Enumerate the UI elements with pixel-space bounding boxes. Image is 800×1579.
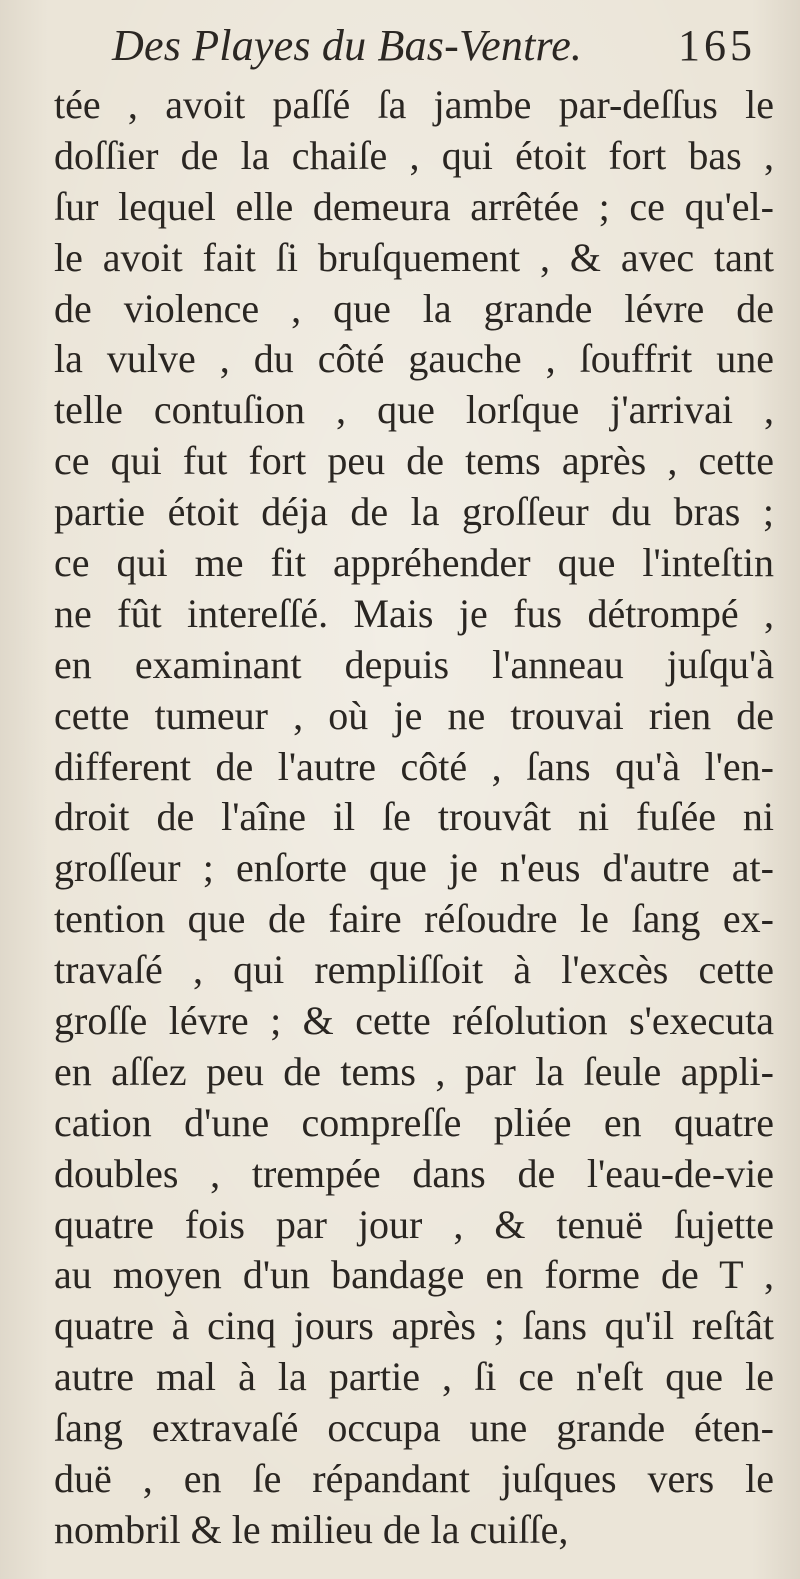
text-line: quatre à cinq jours après ; ſans qu'il reſtât [54,1303,774,1349]
text-line: ſur lequel elle demeura arrêtée ; ce qu'el- [54,183,774,229]
text-line: quatre fois par jour , & tenuë ſujette [54,1201,774,1247]
body-text [54,80,774,1556]
running-head-title: Des Playes du Bas-Ventre. [112,21,583,70]
text-line: telle contuſion , que lorſque j'arrivai , [54,387,774,433]
text-line: groſſeur ; enſorte que je n'eus d'autre at- [54,845,774,891]
text-line: en examinant depuis l'anneau juſqu'à [54,641,774,687]
text-line: au moyen d'un bandage en forme de T , [54,1252,774,1298]
text-line: partie étoit déja de la groſſeur du bras ; [54,489,774,535]
text-line: de violence , que la grande lévre de [54,285,774,331]
text-line: ſang extravaſé occupa une grande éten- [54,1405,774,1451]
running-head [112,14,756,78]
text-line: le avoit fait ſi bruſquement , & avec tant [54,234,774,280]
text-line: droit de l'aîne il ſe trouvât ni fuſée ni [54,794,774,840]
text-line: en aſſez peu de tems , par la ſeule appli- [54,1048,774,1094]
text-line: cation d'une compreſſe pliée en quatre [54,1099,774,1145]
text-line: ce qui me fit appréhender que l'inteſtin [54,540,774,586]
text-line: groſſe lévre ; & cette réſolution s'executa [54,998,774,1044]
text-line: doſſier de la chaiſe , qui étoit fort bas , [54,132,774,178]
text-line: cette tumeur , où je ne trouvai rien de [54,692,774,738]
text-line: tention que de faire réſoudre le ſang ex- [54,896,774,942]
page-number: 165 [678,21,756,70]
text-line: different de l'autre côté , ſans qu'à l'en- [54,743,774,789]
text-line: ne fût intereſſé. Mais je fus détrompé , [54,590,774,636]
text-line: doubles , trempée dans de l'eau-de-vie [54,1150,774,1196]
text-line: autre mal à la partie , ſi ce n'eſt que le [54,1354,774,1400]
text-line: tée , avoit paſſé ſa jambe par-deſſus le [54,82,774,127]
text-line: ce qui fut fort peu de tems après , cette [54,438,774,484]
text-line: travaſé , qui rempliſſoit à l'excès cette [54,947,774,993]
text-line: nombril & le milieu de la cuiſſe, [54,1506,569,1552]
text-line: duë , en ſe répandant juſques vers le [54,1456,774,1502]
text-line: la vulve , du côté gauche , ſouffrit une [54,336,774,382]
